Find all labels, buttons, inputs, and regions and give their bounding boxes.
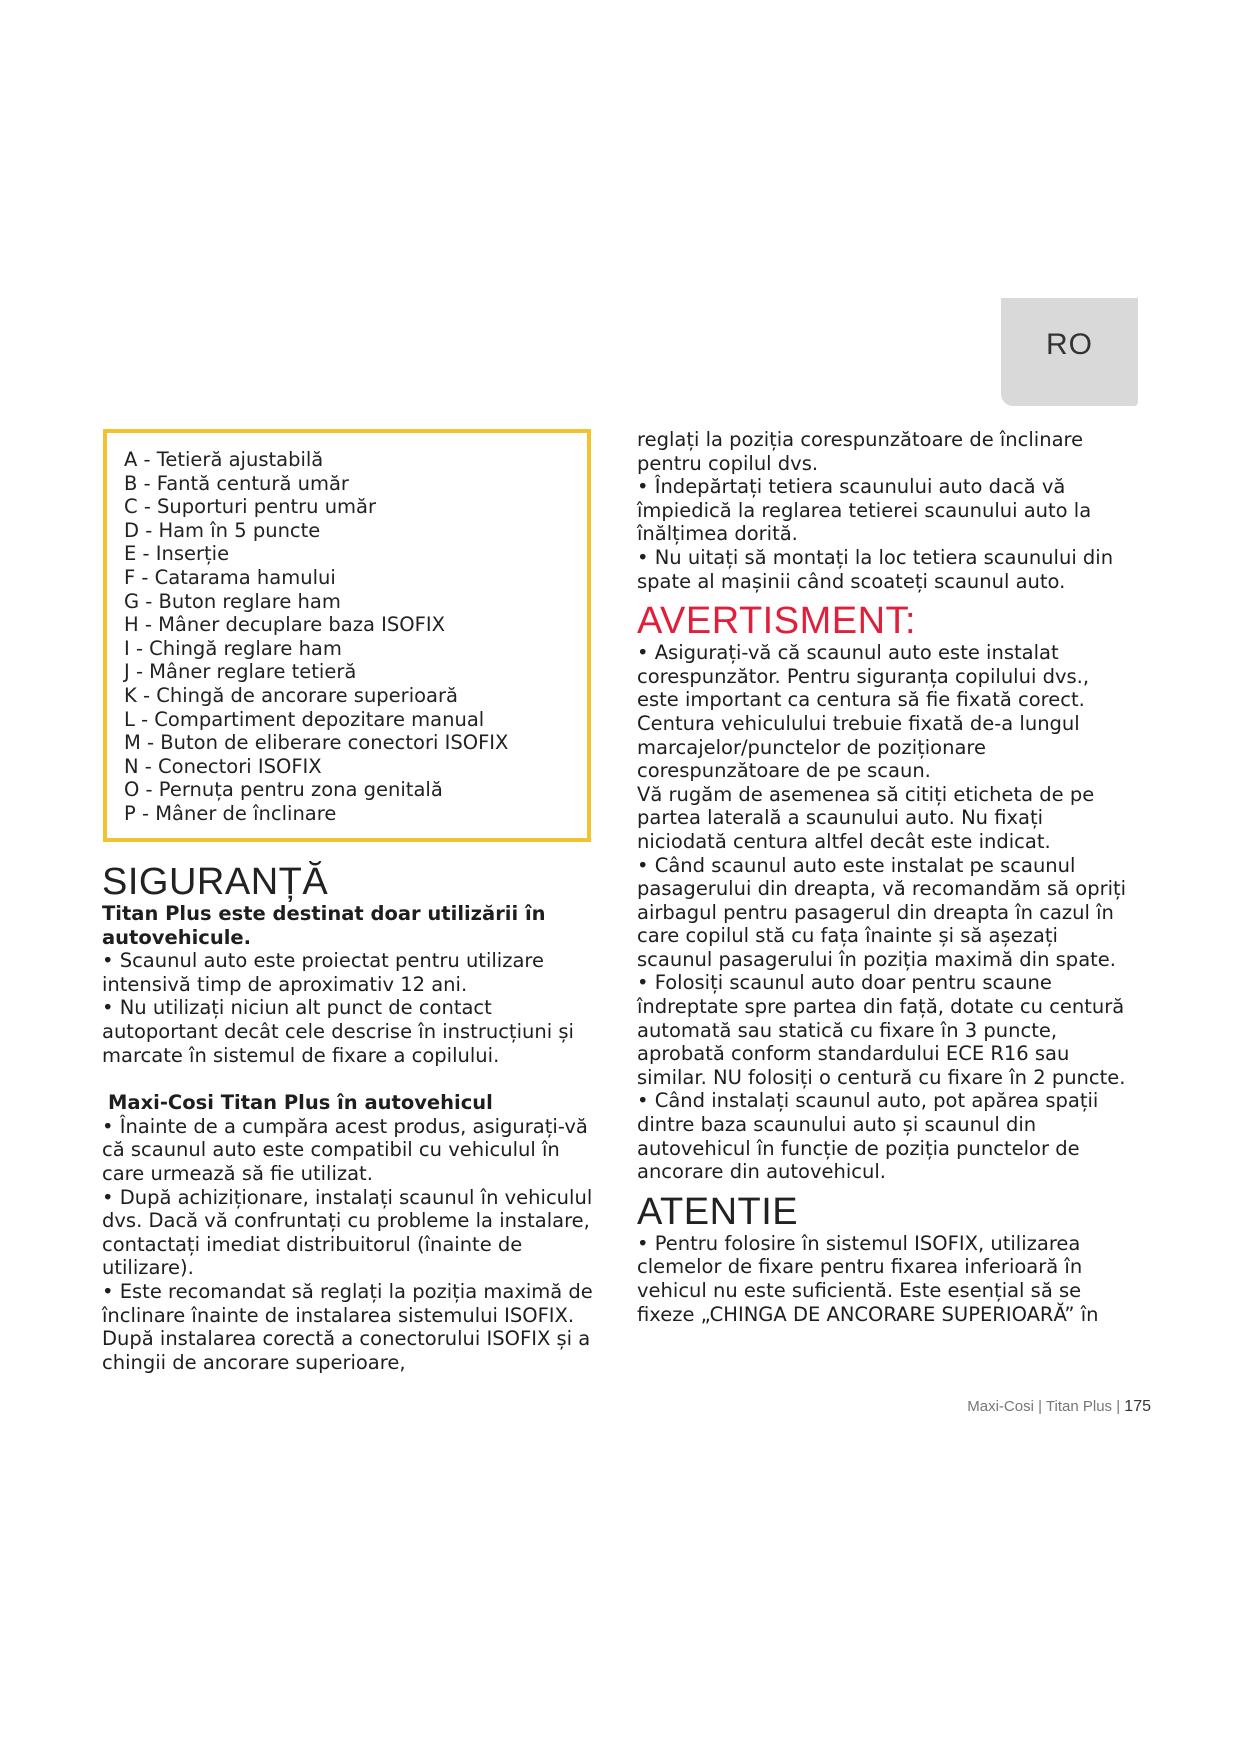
legend-item: J - Mâner reglare tetieră <box>124 660 357 684</box>
vehicle-subheading: Maxi-Cosi Titan Plus în autovehicul <box>108 1091 493 1115</box>
vehicle-paragraph-3: • Este recomandat să reglați la poziția maximă de înclinare înainte de instalarea sistemului ISOFIX. După instalarea corectă a conectorului ISOFIX și a chingii de ancorare superioare, <box>102 1279 593 1374</box>
safety-lead: Titan Plus este destinat doar utilizării în autovehicule. <box>102 902 546 949</box>
parts-legend-list <box>124 448 587 826</box>
safety-heading: SIGURANȚĂ <box>102 861 329 903</box>
legend-item: L - Compartiment depozitare manual <box>124 707 485 731</box>
footer-brand: Maxi-Cosi <box>967 1398 1034 1415</box>
legend-item: C - Suporturi pentru umăr <box>124 495 377 519</box>
legend-item: D - Ham în 5 puncte <box>124 518 321 542</box>
warning-paragraph-5: • Când instalați scaunul auto, pot apărea spații dintre baza scaunului auto și scaunul din autovehicul în funcție de poziția punctelor de ancorare din autovehicul. <box>637 1089 1099 1184</box>
legend-item: O - Pernuța pentru zona genitală <box>124 778 443 802</box>
footer-separator: | <box>1116 1398 1125 1415</box>
warning-paragraph-2: Vă rugăm de asemenea să citiți eticheta de pe partea laterală a scaunului auto. Nu fixați niciodată centura altfel decât este indicat. <box>637 782 1095 853</box>
attention-heading: ATENTIE <box>637 1190 799 1233</box>
language-tab <box>1001 298 1138 406</box>
parts-legend-box <box>103 429 591 842</box>
safety-paragraph-2: • Nu utilizați niciun alt punct de contact autoportant decât cele descrise în instrucțiuni și marcate în sistemul de fixare a copilului. <box>102 996 574 1067</box>
footer-product: Titan Plus <box>1045 1398 1113 1415</box>
warning-paragraph-4: • Folosiți scaunul auto doar pentru scaune îndreptate spre partea din față, dotate cu centură automată sau statică cu fixare în 3 puncte, aprobată conform standardului ECE R16 sau similar. NU folosiți o centură cu fixare în 2 puncte. <box>637 971 1126 1089</box>
footer-separator: | <box>1038 1398 1046 1415</box>
legend-item: I - Chingă reglare ham <box>124 636 342 660</box>
right-paragraph-1: reglați la poziția corespunzătoare de înclinare pentru copilul dvs. <box>637 428 1084 475</box>
safety-paragraph-1: • Scaunul auto este proiectat pentru utilizare intensivă timp de aproximativ 12 ani. <box>102 949 544 996</box>
warning-paragraph-3: • Când scaunul auto este instalat pe scaunul pasagerului din dreapta, vă recomandăm să opriți airbagul pentru pasagerul din dreapta în cazul în care copilul stă cu fața înainte și să așezați scaunul pasagerului în poziția maximă din spate. <box>637 853 1127 971</box>
language-label: RO <box>1046 328 1093 361</box>
left-column <box>102 862 602 1374</box>
vehicle-paragraph-1: • Înainte de a cumpăra acest produs, asigurați-vă că scaunul auto este compatibil cu vehiculul în care urmează să fie utilizat. <box>102 1114 588 1185</box>
legend-item: E - Inserție <box>124 542 230 566</box>
legend-item: B - Fantă centură umăr <box>124 471 349 495</box>
warning-paragraph-1: • Asigurați-vă că scaunul auto este instalat corespunzător. Pentru siguranța copilului dvs., este important ca centura să fie fixată corect. Centura vehiculului trebuie fixată de-a lungul marcajelor/punctelor de poziționare corespunzătoare de pe scaun. <box>637 641 1090 783</box>
page-number: 175 <box>1124 1398 1151 1415</box>
right-paragraph-2: • Îndepărtați tetiera scaunului auto dacă vă împiedică la reglarea tetierei scaunului auto la înălțimea dorită. <box>637 475 1092 546</box>
vehicle-paragraph-2: • După achiziționare, instalați scaunul în vehiculul dvs. Dacă vă confruntați cu probleme la instalare, contactați imediat distribuitorul (înainte de utilizare). <box>102 1185 593 1280</box>
legend-item: M - Buton de eliberare conectori ISOFIX <box>124 731 509 755</box>
legend-item: P - Mâner de înclinare <box>124 801 337 825</box>
legend-item: H - Mâner decuplare baza ISOFIX <box>124 613 445 637</box>
legend-item: F - Catarama hamului <box>124 565 336 589</box>
legend-item: A - Tetieră ajustabilă <box>124 448 324 471</box>
right-paragraph-3: • Nu uitați să montați la loc tetiera scaunului din spate al mașinii când scoateți scaunul auto. <box>637 545 1114 593</box>
legend-item: K - Chingă de ancorare superioară <box>124 683 458 707</box>
right-column <box>637 428 1137 1326</box>
warning-heading: AVERTISMENT: <box>637 600 917 643</box>
attention-paragraph-1: • Pentru folosire în sistemul ISOFIX, utilizarea clemelor de fixare pentru fixarea inferioară în vehicul nu este suficientă. Este esențial să se fixeze „CHINGA DE ANCORARE SUPERIOARĂ” în <box>637 1231 1099 1326</box>
legend-item: G - Buton reglare ham <box>124 589 341 613</box>
page-footer <box>967 1398 1151 1416</box>
legend-item: N - Conectori ISOFIX <box>124 754 322 778</box>
